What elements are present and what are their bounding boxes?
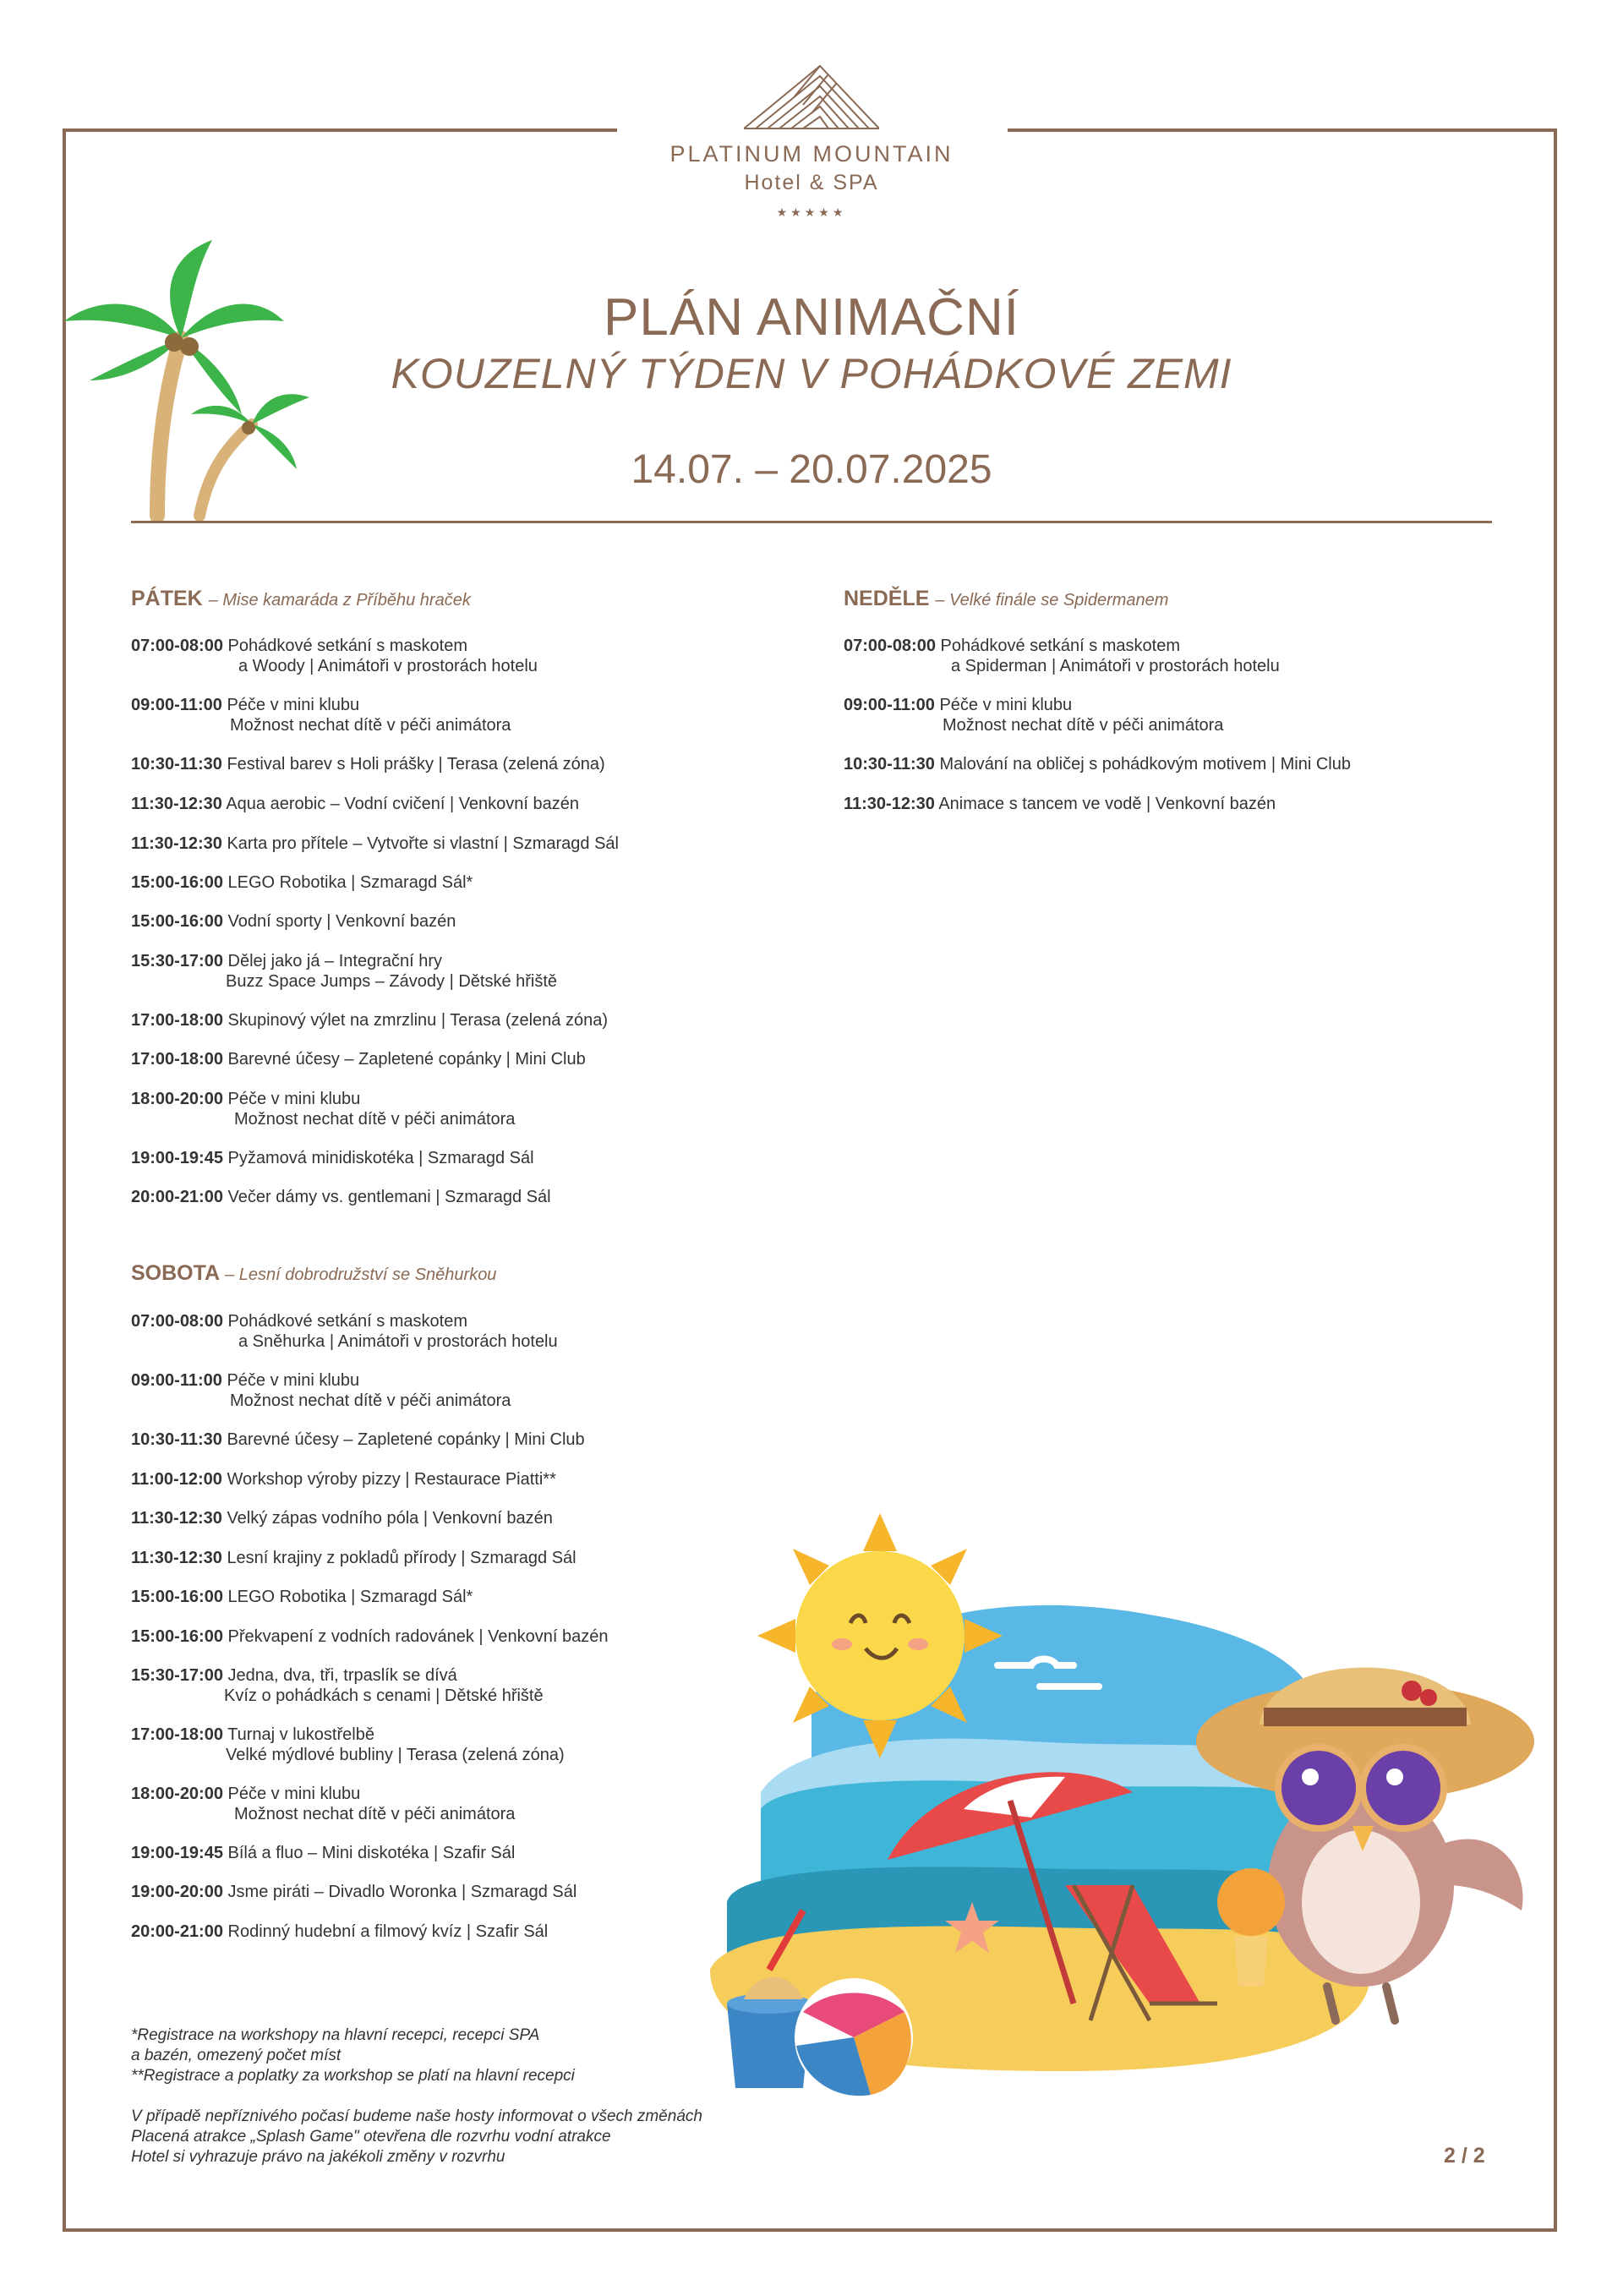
header-divider [131,521,1492,523]
smiling-sun-icon [757,1513,1003,1758]
event-row: 20:00-21:00 Rodinný hudební a filmový kvíz | Szafir Sál [131,1922,549,1941]
event-row: 17:00-18:00 Barevné účesy – Zapletené copánky | Mini Club [131,1050,586,1069]
hotel-subtitle: Hotel & SPA [744,171,879,194]
day-heading-saturday: SOBOTA – Lesní dobrodružství se Sněhurkou [131,1261,497,1285]
event-row: 17:00-18:00 Turnaj v lukostřelbě Velké mýdlové bubliny | Terasa (zelená zóna) [131,1725,565,1764]
event-row: 11:00-12:00 Workshop výroby pizzy | Restaurace Piatti** [131,1470,556,1489]
event-row: 15:00-16:00 LEGO Robotika | Szmaragd Sál* [131,873,473,892]
event-row: 19:00-19:45 Bílá a fluo – Mini diskotéka | Szafir Sál [131,1844,516,1862]
event-row: 07:00-08:00 Pohádkové setkání s maskotem a Sněhurka | Animátoři v prostorách hotelu [131,1312,558,1351]
day-heading-friday: PÁTEK – Mise kamaráda z Příběhu hraček [131,587,471,610]
event-row: 18:00-20:00 Péče v mini klubu Možnost nechat dítě v péči animátora [131,1785,516,1823]
event-row: 19:00-20:00 Jsme piráti – Divadlo Woronka | Szmaragd Sál [131,1883,577,1901]
footnote-line: *Registrace na workshopy na hlavní recepci, recepci SPA [131,2026,540,2044]
event-row: 10:30-11:30 Festival barev s Holi prášky | Terasa (zelená zóna) [131,755,605,774]
hotel-stars: ★★★★★ [776,205,847,219]
event-row: 15:00-16:00 LEGO Robotika | Szmaragd Sál* [131,1588,473,1606]
event-row: 07:00-08:00 Pohádkové setkání s maskotem a Woody | Animátoři v prostorách hotelu [131,637,538,675]
event-row: 15:00-16:00 Překvapení z vodních radovánek | Venkovní bazén [131,1627,609,1646]
event-row: 11:30-12:30 Lesní krajiny z pokladů přírody | Szmaragd Sál [131,1549,577,1567]
day-heading-sunday: NEDĚLE – Velké finále se Spidermanem [844,587,1169,610]
event-row: 11:30-12:30 Aqua aerobic – Vodní cvičení | Venkovní bazén [131,795,580,813]
event-row: 15:30-17:00 Jedna, dva, tři, trpaslík se dívá Kvíz o pohádkách s cenami | Dětské hřiště [131,1666,544,1705]
event-row: 17:00-18:00 Skupinový výlet na zmrzlinu | Terasa (zelená zóna) [131,1011,609,1030]
event-row: 10:30-11:30 Malování na obličej s pohádkovým motivem | Mini Club [844,755,1351,774]
event-row: 15:30-17:00 Dělej jako já – Integrační hry Buzz Space Jumps – Závody | Dětské hřiště [131,952,558,991]
mountain-lines-icon [744,63,879,130]
footnote-line [131,2086,702,2107]
footnote-line: Hotel si vyhrazuje právo na jakékoli změny v rozvrhu [131,2148,505,2166]
event-row: 10:30-11:30 Barevné účesy – Zapletené copánky | Mini Club [131,1430,585,1449]
owl-mascot-icon [1183,1632,1547,2029]
event-row: 09:00-11:00 Péče v mini klubu Možnost nechat dítě v péči animátora [131,696,511,735]
event-row: 09:00-11:00 Péče v mini klubu Možnost nechat dítě v péči animátora [131,1371,511,1410]
date-range: 14.07. – 20.07.2025 [631,447,992,492]
event-row: 15:00-16:00 Vodní sporty | Venkovní bazén [131,912,456,931]
event-row: 19:00-19:45 Pyžamová minidiskotéka | Szmaragd Sál [131,1149,534,1167]
footnote-line: Placená atrakce „Splash Game" otevřena dle rozvrhu vodní atrakce [131,2128,611,2146]
footnote-line: a bazén, omezený počet míst [131,2047,342,2064]
event-row: 20:00-21:00 Večer dámy vs. gentlemani | Szmaragd Sál [131,1188,551,1206]
page-subtitle: KOUZELNÝ TÝDEN V POHÁDKOVÉ ZEMI [391,350,1232,397]
event-row: 09:00-11:00 Péče v mini klubu Možnost nechat dítě v péči animátora [844,696,1224,735]
hotel-name: PLATINUM MOUNTAIN [669,141,954,167]
page-number: 2 / 2 [1444,2144,1485,2168]
event-row: 11:30-12:30 Karta pro přítele – Vytvořte si vlastní | Szmaragd Sál [131,834,619,853]
footnote-line: **Registrace a poplatky za workshop se platí na hlavní recepci [131,2067,575,2085]
hotel-logo [659,63,964,220]
footnote-line: V případě nepříznivého počasí budeme naše hosty informovat o všech změnách [131,2107,702,2125]
event-row: 07:00-08:00 Pohádkové setkání s maskotem a Spiderman | Animátoři v prostorách hotelu [844,637,1280,675]
event-row: 18:00-20:00 Péče v mini klubu Možnost nechat dítě v péči animátora [131,1090,516,1129]
event-row: 11:30-12:30 Animace s tancem ve vodě | Venkovní bazén [844,795,1276,813]
footnotes [131,2025,702,2168]
page-title: PLÁN ANIMAČNÍ [604,288,1019,347]
event-row: 11:30-12:30 Velký zápas vodního póla | Venkovní bazén [131,1509,553,1528]
